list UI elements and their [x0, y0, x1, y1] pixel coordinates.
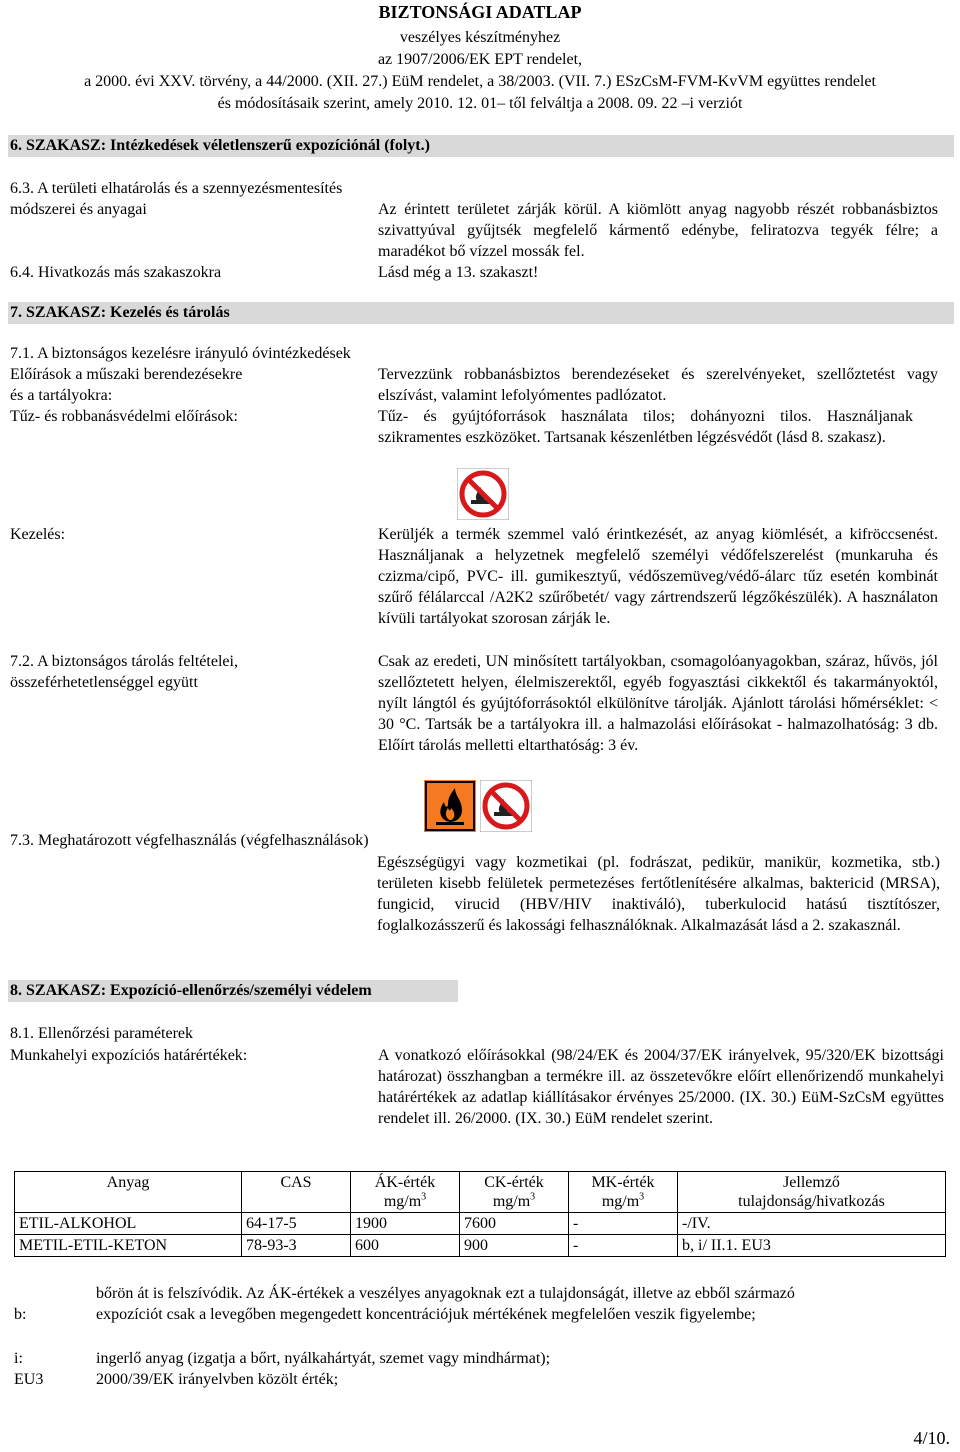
- table-header-cell: MK-érték $mg/m^3$: [569, 1172, 678, 1213]
- s63-text: Az érintett területet zárják körül. A kiömlött anyag nagyobb részét robbanásbiztos szivattyúval gyűjtsék megfelelő kármentő edénybe, feliratozva tegyék félre; a maradékot bő vízzel mossák fel.: [378, 201, 938, 260]
- exposure-limits-table: [14, 1171, 946, 1257]
- s64-text: Lásd még a 13. szakaszt!: [378, 264, 539, 281]
- table-cell: 7600: [460, 1213, 569, 1235]
- table-header-row: [15, 1172, 946, 1213]
- table-cell: 64-17-5: [242, 1213, 351, 1235]
- no-fire-no-smoking-icon: [457, 468, 509, 520]
- s71-title: 7.1. A biztonságos kezelésre irányuló óvintézkedések: [10, 345, 351, 362]
- s64-label: 6.4. Hivatkozás más szakaszokra: [10, 264, 222, 281]
- handling-label: Kezelés:: [10, 526, 66, 543]
- legend-text-b: bőrön át is felszívódik. Az ÁK-értékek a veszélyes anyagoknak ezt a tulajdonságát, illetve az ebből származó expozíciót csak a levegőben megengedett koncentrációjuk mértékének megfelelően veszik figyelembe;: [96, 1285, 795, 1323]
- table-cell: -/IV.: [678, 1213, 946, 1235]
- table-cell: b, i/ II.1. EU3: [678, 1235, 946, 1257]
- table-header-cell: Jellemző tulajdonság/hivatkozás: [678, 1172, 946, 1213]
- section-6-title: 6. SZAKASZ: Intézkedések véletlenszerű expozíciónál (folyt.): [8, 135, 954, 157]
- s72-label-a: 7.2. A biztonságos tárolás feltételei,: [10, 653, 238, 670]
- table-cell: 1900: [351, 1213, 460, 1235]
- legend-text-eu3: 2000/39/EK irányelvben közölt érték;: [96, 1371, 339, 1388]
- limits-label: Munkahelyi expozíciós határértékek:: [10, 1047, 248, 1064]
- flammable-hazard-icon: [424, 780, 476, 832]
- s81-title: 8.1. Ellenőrzési paraméterek: [10, 1025, 194, 1042]
- table-cell: METIL-ETIL-KETON: [15, 1235, 242, 1257]
- table-header-cell: CAS: [242, 1172, 351, 1213]
- limits-text: A vonatkozó előírásokkal (98/24/EK és 2004/37/EK irányelvek, 95/320/EK bizottsági határozat) összhangban a termékre ill. az összetevőkre előírt ellenőrizendő munkahelyi határértékek az adatlap kiállításakor érvényes 25/2000. (IX. 30.) EüM-SzCsM együttes rendelet ill. 26/2000. (IX. 30.) EüM rendelet szerint.: [378, 1047, 944, 1127]
- s73-text: Egészségügyi vagy kozmetikai (pl. fodrászat, pedikür, manikür, kozmetika, stb.) területen kisebb felületek permetezéses fertőtlenítésére alkalmas, baktericid (MRSA), fungicid, virucid (HBV/HIV inaktiváló), tuberkulocid hatású tisztítószer, foglalkozásszerű és lakossági felhasználóknak. Alkalmazását lásd a 2. szakasznál.: [377, 854, 940, 934]
- table-cell: -: [569, 1213, 678, 1235]
- table-cell: ETIL-ALKOHOL: [15, 1213, 242, 1235]
- tech-label-b: és a tartályokra:: [10, 387, 113, 404]
- section-8-title: 8. SZAKASZ: Expozíció-ellenőrzés/személyi védelem: [8, 980, 458, 1002]
- table-row: [15, 1235, 946, 1257]
- table-cell: 600: [351, 1235, 460, 1257]
- page-number: 4/10.: [913, 1428, 950, 1448]
- legend-text-i: ingerlő anyag (izgatja a bőrt, nyálkahártyát, szemet vagy mindhármat);: [96, 1350, 551, 1367]
- fire-label: Tűz- és robbanásvédelmi előírások:: [10, 408, 238, 425]
- s72-label-b: összeférhetetlenséggel együtt: [10, 674, 198, 691]
- legend-key-b: b:: [14, 1306, 27, 1323]
- header-line3: az 1907/2006/EK EPT rendelet,: [377, 51, 583, 68]
- tech-text: Tervezzünk robbanásbiztos berendezéseket és szerelvényeket, szellőztetést vagy elszívást, valamint lefolyómentes padlózatot.: [378, 366, 938, 404]
- legend-key-i: i:: [14, 1350, 23, 1367]
- table-header-cell: CK-érték $mg/m^3$: [460, 1172, 569, 1213]
- header-line5: és módosításaik szerint, amely 2010. 12. 01– től felváltja a 2008. 09. 22 –i verziót: [217, 95, 743, 112]
- table-cell: -: [569, 1235, 678, 1257]
- s73-title: 7.3. Meghatározott végfelhasználás (végfelhasználások): [10, 832, 369, 849]
- handling-text: Kerüljék a termék szemmel való érintkezését, az anyag kiömlését, a kifröccsenést. Használjanak a helyzetnek megfelelő személyi védőfelszerelést (munkaruha és czizma/cipő, PVC- ill. gumikesztyű, védőszemüveg/védő-álarc tűz esetén kombinát szűrő félálarccal /A2K2 szűrőbetét/ vagy zártrendszerű légzőkészülék). A használaton kívüli tartályokat szorosan zárják le.: [378, 526, 938, 627]
- s63-title-a: 6.3. A területi elhatárolás és a szennyezésmentesítés: [10, 180, 343, 197]
- table-header-cell: Anyag: [15, 1172, 242, 1213]
- legend-key-eu3: EU3: [14, 1371, 44, 1388]
- tech-label-a: Előírások a műszaki berendezésekre: [10, 366, 243, 383]
- table-header-cell: ÁK-érték $mg/m^3$: [351, 1172, 460, 1213]
- header-title: BIZTONSÁGI ADATLAP: [378, 2, 582, 22]
- table-row: [15, 1213, 946, 1235]
- s72-text: Csak az eredeti, UN minősített tartályokban, csomagolóanyagokban, száraz, hűvös, jól szellőztetett helyen, élelmiszerektől, egyéb fogyasztási cikkektől és takarmányoktól, nyílt lángtól és gyújtóforrásoktól elkülönítve tárolják. Ajánlott tárolási hőmérséklet: < 30 °C. Tartsák be a tartályokra ill. a halmazolási előírásokat - halmazolhatóság: 3 db. Előírt tárolás melletti eltarthatóság: 3 év.: [378, 653, 938, 754]
- table-cell: 900: [460, 1235, 569, 1257]
- table-cell: 78-93-3: [242, 1235, 351, 1257]
- header-line4: a 2000. évi XXV. törvény, a 44/2000. (XII. 27.) EüM rendelet, a 38/2003. (VII. 7.) ESzCsM-FVM-KvVM együttes rendelet: [84, 73, 876, 90]
- section-7-title: 7. SZAKASZ: Kezelés és tárolás: [8, 302, 954, 324]
- no-fire-no-smoking-icon: [480, 780, 532, 832]
- fire-text: Tűz- és gyújtóforrások használata tilos; dohányozni tilos. Használjanak szikramentes eszközöket. Tartsanak készenlétben légzésvédőt (lásd 8. szakasz).: [378, 408, 913, 446]
- s63-title-b: módszerei és anyagai: [10, 201, 147, 218]
- header-line2: veszélyes készítményhez: [399, 29, 561, 46]
